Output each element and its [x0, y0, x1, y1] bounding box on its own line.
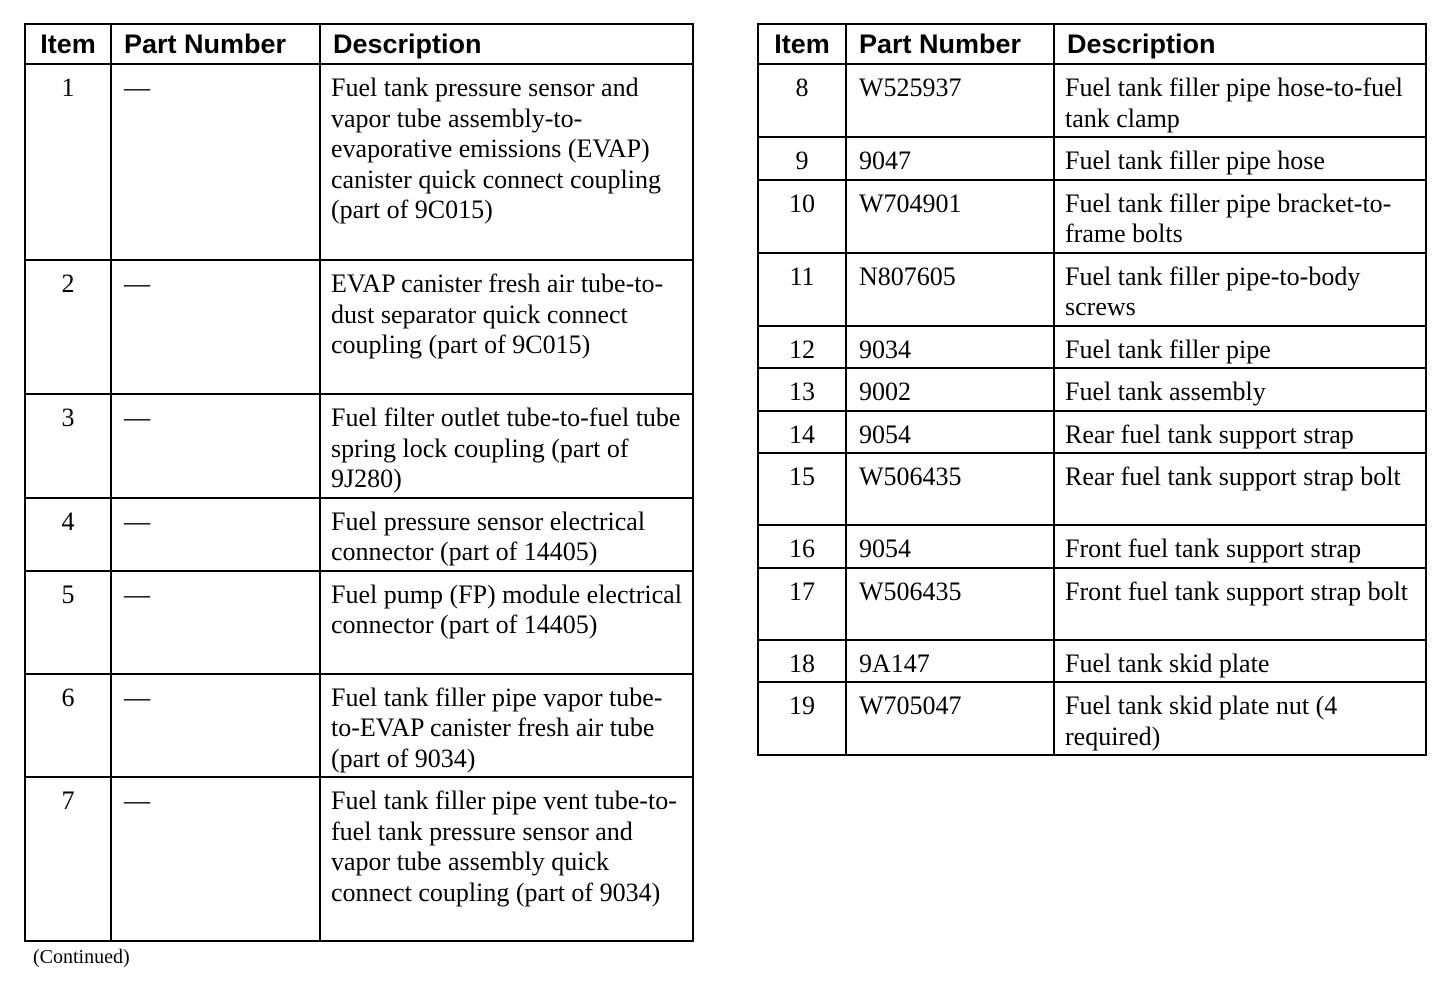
part-number: —	[111, 64, 320, 260]
table-row	[758, 137, 1426, 180]
table-row	[25, 260, 693, 394]
part-number-column-header: Part Number	[111, 24, 320, 64]
part-description: Fuel tank filler pipe-to-body screws	[1054, 253, 1426, 326]
item-number: 19	[758, 682, 846, 755]
part-number: 9047	[846, 137, 1054, 180]
part-description: Fuel pump (FP) module electrical connector (part of 14405)	[320, 571, 693, 674]
item-number: 16	[758, 525, 846, 568]
part-description: Rear fuel tank support strap bolt	[1054, 453, 1426, 525]
table-row	[758, 640, 1426, 683]
part-number: 9034	[846, 326, 1054, 369]
table-row	[25, 571, 693, 674]
table-row	[758, 368, 1426, 411]
table-row	[758, 411, 1426, 454]
part-description: Fuel tank filler pipe vapor tube-to-EVAP canister fresh air tube (part of 9034)	[320, 674, 693, 778]
item-column-header: Item	[758, 24, 846, 64]
part-description: Fuel tank filler pipe hose-to-fuel tank clamp	[1054, 64, 1426, 137]
part-description: Fuel tank skid plate nut (4 required)	[1054, 682, 1426, 755]
table-header-row	[758, 24, 1426, 64]
part-number: W506435	[846, 568, 1054, 640]
item-number: 12	[758, 326, 846, 369]
part-number: —	[111, 394, 320, 498]
part-number: 9002	[846, 368, 1054, 411]
part-number: 9054	[846, 525, 1054, 568]
item-number: 4	[25, 498, 111, 571]
table-row	[25, 394, 693, 498]
item-number: 17	[758, 568, 846, 640]
part-number: 9054	[846, 411, 1054, 454]
item-number: 14	[758, 411, 846, 454]
item-number: 15	[758, 453, 846, 525]
part-description: Fuel filter outlet tube-to-fuel tube spring lock coupling (part of 9J280)	[320, 394, 693, 498]
item-number: 7	[25, 777, 111, 941]
item-number: 5	[25, 571, 111, 674]
item-number: 6	[25, 674, 111, 778]
part-description: Fuel tank skid plate	[1054, 640, 1426, 683]
item-number: 9	[758, 137, 846, 180]
table-row	[758, 453, 1426, 525]
description-column-header: Description	[320, 24, 693, 64]
part-number: —	[111, 571, 320, 674]
part-description: EVAP canister fresh air tube-to-dust separator quick connect coupling (part of 9C015)	[320, 260, 693, 394]
table-row	[25, 498, 693, 571]
description-column-header: Description	[1054, 24, 1426, 64]
part-description: Rear fuel tank support strap	[1054, 411, 1426, 454]
item-number: 18	[758, 640, 846, 683]
part-number-column-header: Part Number	[846, 24, 1054, 64]
part-number: —	[111, 674, 320, 778]
part-description: Fuel tank assembly	[1054, 368, 1426, 411]
table-row	[758, 64, 1426, 137]
item-number: 11	[758, 253, 846, 326]
item-number: 10	[758, 180, 846, 253]
continued-note: (Continued)	[33, 946, 130, 968]
table-row	[758, 253, 1426, 326]
table-header-row	[25, 24, 693, 64]
parts-table-right	[757, 23, 1427, 756]
part-number: W525937	[846, 64, 1054, 137]
table-row	[758, 568, 1426, 640]
part-number: —	[111, 260, 320, 394]
table-row	[758, 180, 1426, 253]
item-number: 2	[25, 260, 111, 394]
part-description: Front fuel tank support strap	[1054, 525, 1426, 568]
item-number: 3	[25, 394, 111, 498]
item-column-header: Item	[25, 24, 111, 64]
item-number: 8	[758, 64, 846, 137]
part-number: W705047	[846, 682, 1054, 755]
part-number: —	[111, 498, 320, 571]
part-number: W704901	[846, 180, 1054, 253]
table-row	[25, 64, 693, 260]
table-row	[25, 674, 693, 778]
table-row	[25, 777, 693, 941]
part-description: Front fuel tank support strap bolt	[1054, 568, 1426, 640]
table-row	[758, 326, 1426, 369]
part-number: —	[111, 777, 320, 941]
part-number: N807605	[846, 253, 1054, 326]
part-description: Fuel tank filler pipe vent tube-to-fuel tank pressure sensor and vapor tube assembly quick connect coupling (part of 9034)	[320, 777, 693, 941]
part-number: 9A147	[846, 640, 1054, 683]
item-number: 13	[758, 368, 846, 411]
table-row	[758, 525, 1426, 568]
parts-table-left	[24, 23, 694, 942]
item-number: 1	[25, 64, 111, 260]
part-description: Fuel tank filler pipe	[1054, 326, 1426, 369]
part-description: Fuel tank filler pipe hose	[1054, 137, 1426, 180]
table-row	[758, 682, 1426, 755]
part-number: W506435	[846, 453, 1054, 525]
part-description: Fuel pressure sensor electrical connector (part of 14405)	[320, 498, 693, 571]
part-description: Fuel tank pressure sensor and vapor tube assembly-to-evaporative emissions (EVAP) canister quick connect coupling (part of 9C015)	[320, 64, 693, 260]
part-description: Fuel tank filler pipe bracket-to-frame bolts	[1054, 180, 1426, 253]
